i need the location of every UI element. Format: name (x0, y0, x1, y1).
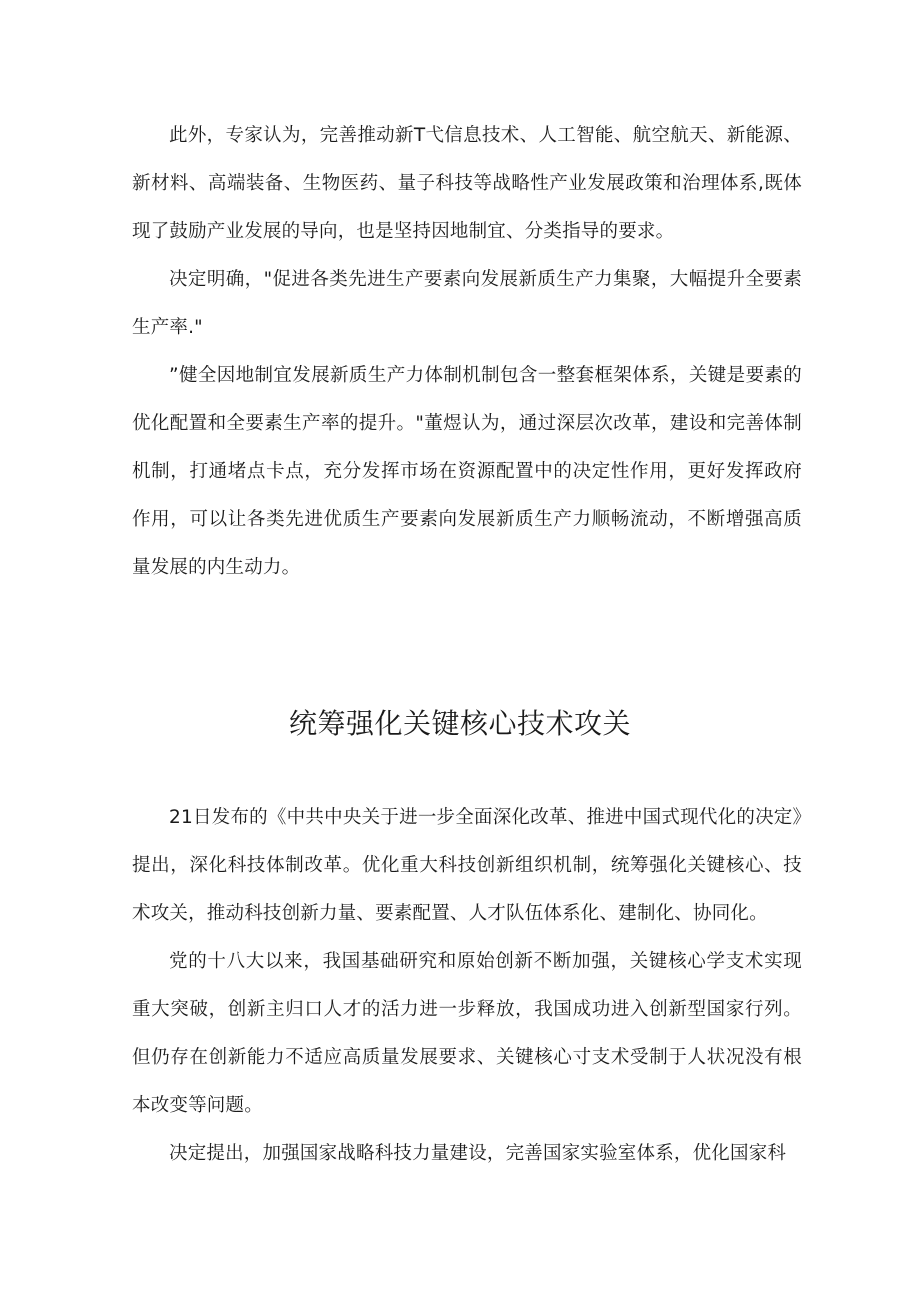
body-paragraph: ”健全因地制宜发展新质生产力体制机制包含一整套框架体系，关键是要素的优化配置和全要素生产率的提升。"董煜认为，通过深层次改革，建设和完善体制机制，打通堵点卡点，充分发挥市场在资源配置中的决定性作用，更好发挥政府作用，可以让各类先进优质生产要素向发展新质生产力顺畅流动，不断增强高质量发展的内生动力。 (132, 365, 802, 578)
body-paragraph: 决定明确，"促进各类先进生产要素向发展新质生产力集聚，大幅提升全要素生产率." (132, 269, 802, 338)
body-paragraph: 决定提出，加强国家战略科技力量建设，完善国家实验室体系，优化国家科 (169, 1143, 787, 1164)
body-paragraph: 党的十八大以来，我国基础研究和原始创新不断加强，关键核心学支术实现重大突破，创新主归口人才的活力进一步释放，我国成功进入创新型国家行列。但仍存在创新能力不适应高质量发展要求、关键核心寸支术受制于人状况没有根本改变等问题。 (132, 951, 802, 1116)
body-paragraph: 21日发布的《中共中央关于进一步全面深化改革、推进中国式现代化的决定》提出，深化科技体制改革。优化重大科技创新组织机制，统筹强化关键核心、技术攻关，推动科技创新力量、要素配置、人才队伍体系化、建制化、协同化。 (132, 807, 802, 924)
body-paragraph: 此外，专家认为，完善推动新T弋信息技术、人工智能、航空航天、新能源、新材料、高端装备、生物医药、量子科技等战略性产业发展政策和治理体系,既体现了鼓励产业发展的导向，也是坚持因地制宜、分类指导的要求。 (132, 125, 802, 242)
section-title: 统筹强化关键核心技术攻关 (288, 707, 631, 740)
